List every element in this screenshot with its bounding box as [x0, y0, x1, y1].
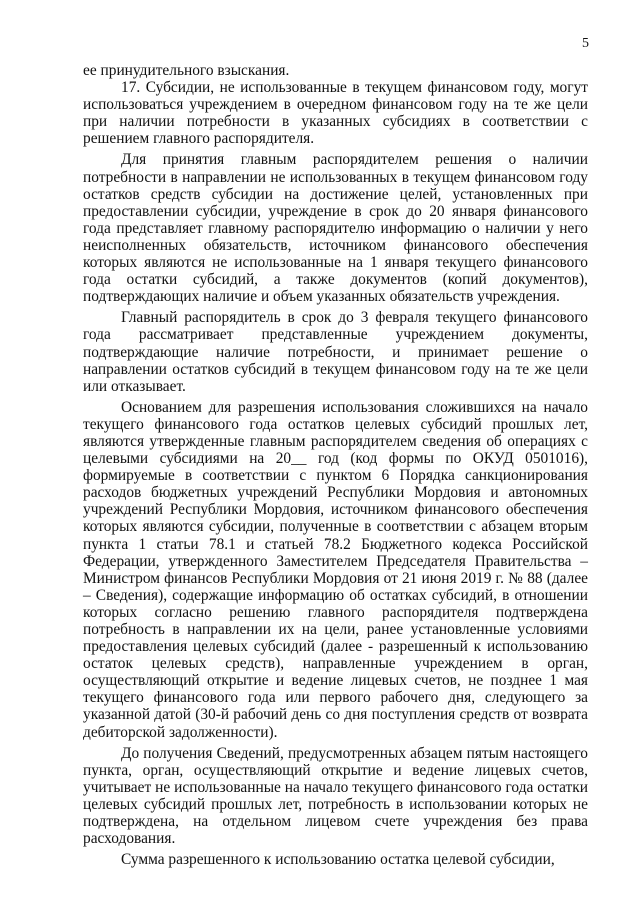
paragraph-before-info: До получения Сведений, предусмотренных абзацем пятым настоящего пункта, орган, осуществляющий открытие и ведение лицевых счетов, учитывает не использованные на начало текущего финансового года остатки целевых субсидий прошлых лет, потребность в использовании которых не подтверждена, на отдельном лицевом счете учреждения без права расходования.: [83, 744, 588, 848]
body-text: [83, 62, 588, 868]
paragraph-decision-request: Для принятия главным распорядителем решения о наличии потребности в направлении не использованных в текущем финансовом году остатков средств субсидии на достижение целей, установленных при предоставлении субсидии, учреждение в срок до 20 января финансового года представляет главному распорядителю информацию о наличии у него неисполненных обязательств, источником финансового обеспечения которых являются не использованные на 1 января текущего финансового года остатки субсидий, а также документов (копий документов), подтверждающих наличие и объем указанных обязательств учреждения.: [83, 151, 588, 306]
paragraph-clause-17: 17. Субсидии, не использованные в текущем финансовом году, могут использоваться учреждением в очередном финансовом году на те же цели при наличии потребности в указанных субсидиях в соответствии с решением главного распорядителя.: [83, 79, 588, 148]
paragraph-usage-basis: Основанием для разрешения использования сложившихся на начало текущего финансового года остатков целевых субсидий прошлых лет, являются утвержденные главным распорядителем сведения об операциях с целевыми субсидиями на 20__ год (код формы по ОКУД 0501016), формируемые в соответствии с пунктом 6 Порядка санкционирования расходов бюджетных учреждений Республики Мордовия и автономных учреждений Республики Мордовия, источником финансового обеспечения которых являются субсидии, полученные в соответствии с абзацем вторым пункта 1 статьи 78.1 и статьей 78.2 Бюджетного кодекса Российской Федерации, утвержденного Заместителем Председателя Правительства – Министром финансов Республики Мордовия от 21 июня 2019 г. № 88 (далее – Сведения), содержащие информацию об остатках субсидий, в отношении которых согласно решению главного распорядителя подтверждена потребность в направлении их на цели, ранее установленные условиями предоставления целевых субсидий (далее - разрешенный к использованию остаток целевых средств), направленные учреждением в орган, осуществляющий открытие и ведение лицевых счетов, не позднее 1 мая текущего финансового года или первого рабочего дня, следующего за указанной датой (30-й рабочий день со дня поступления средств от возврата дебиторской задолженности).: [83, 398, 588, 741]
page-number: 5: [582, 36, 589, 51]
paragraph-review-deadline: Главный распорядитель в срок до 3 февраля текущего финансового года рассматривает представленные учреждением документы, подтверждающие наличие потребности, и принимает решение о направлении остатков субсидий в текущем финансовом году на те же цели или отказывает.: [83, 309, 588, 395]
paragraph-allowed-amount: Сумма разрешенного к использованию остатка целевой субсидии,: [121, 851, 555, 869]
paragraph-continuation: ее принудительного взыскания.: [83, 62, 290, 79]
